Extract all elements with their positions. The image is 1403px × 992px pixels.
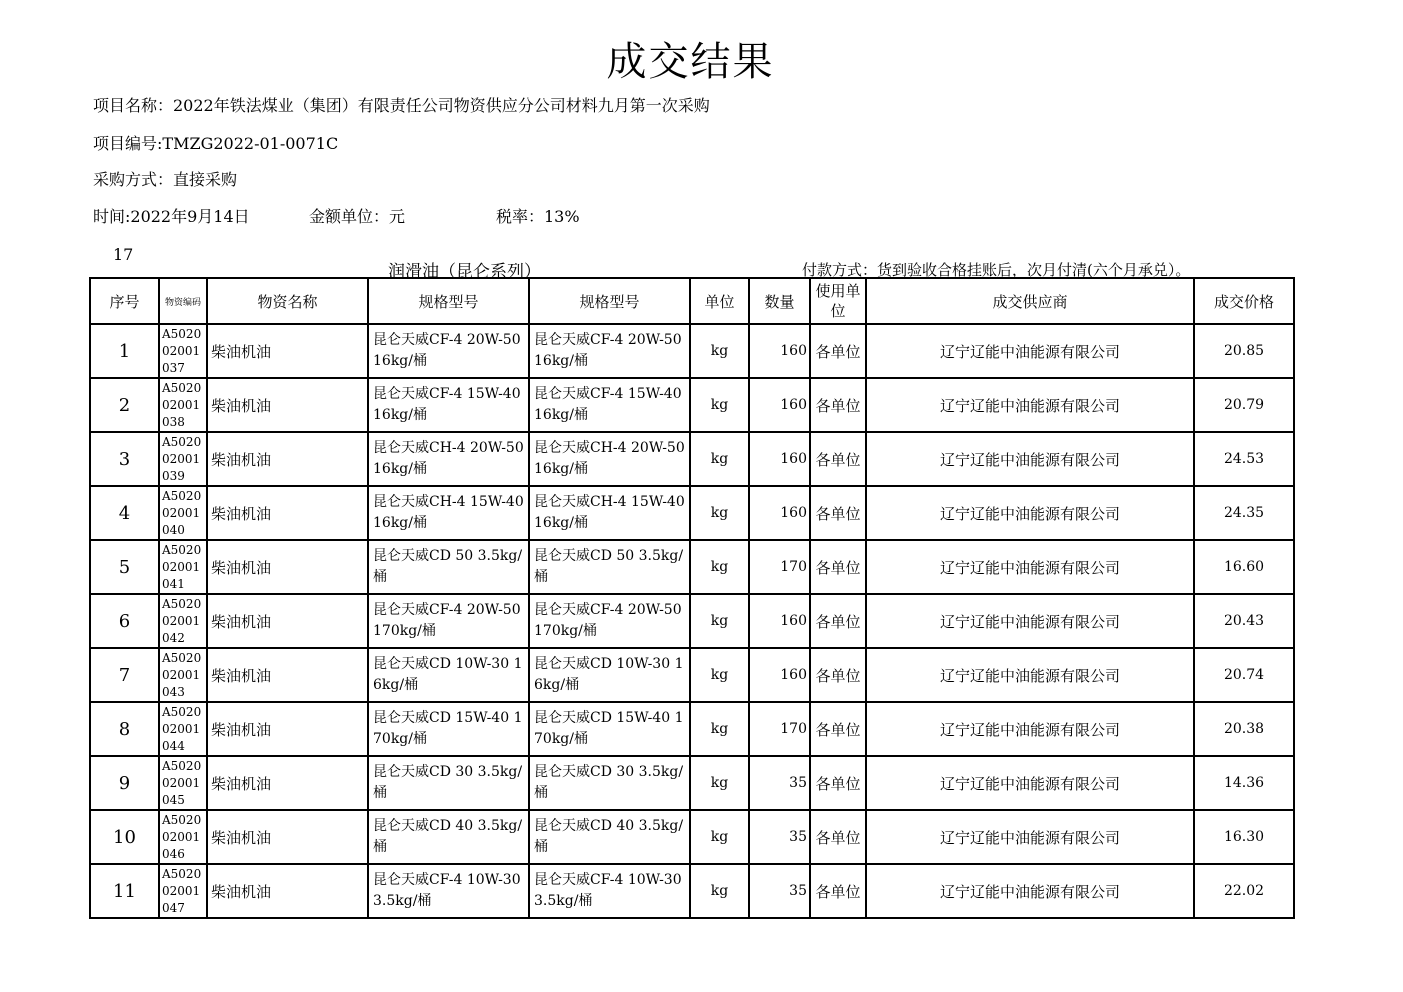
row-code: A502002001047 [159,864,207,918]
row-seq: 10 [90,810,159,864]
row-name: 柴油机油 [207,756,368,810]
row-price: 24.53 [1194,432,1294,486]
table-row [90,378,1294,432]
tax-rate: 税率：13% [496,207,580,226]
row-code: A502002001038 [159,378,207,432]
row-spec2: 昆仑天威CF-4 20W-50 170kg/桶 [529,594,690,648]
row-user: 各单位 [810,648,866,702]
row-code: A502002001039 [159,432,207,486]
row-seq: 7 [90,648,159,702]
row-supplier: 辽宁辽能中油能源有限公司 [866,648,1194,702]
row-code: A502002001046 [159,810,207,864]
header-spec1: 规格型号 [368,278,529,324]
row-spec2: 昆仑天威CF-4 10W-30 3.5kg/桶 [529,864,690,918]
row-seq: 1 [90,324,159,378]
row-name: 柴油机油 [207,648,368,702]
row-code: A502002001042 [159,594,207,648]
row-name: 柴油机油 [207,864,368,918]
row-qty: 35 [749,864,810,918]
row-seq: 11 [90,864,159,918]
currency-unit: 金额单位：元 [309,207,406,226]
row-spec2: 昆仑天威CD 40 3.5kg/桶 [529,810,690,864]
table-header-row [90,278,1294,324]
header-price: 成交价格 [1194,278,1294,324]
row-user: 各单位 [810,432,866,486]
row-supplier: 辽宁辽能中油能源有限公司 [866,756,1194,810]
row-unit: kg [690,378,749,432]
header-seq: 序号 [90,278,159,324]
table-row [90,648,1294,702]
header-user: 使用单位 [810,278,866,324]
row-seq: 5 [90,540,159,594]
row-name: 柴油机油 [207,540,368,594]
row-unit: kg [690,702,749,756]
row-spec2: 昆仑天威CH-4 15W-40 16kg/桶 [529,486,690,540]
row-price: 24.35 [1194,486,1294,540]
project-code: 项目编号:TMZG2022-01-0071C [93,134,339,153]
payment-terms: 付款方式：货到验收合格挂账后，次月付清(六个月承兑）。 [802,261,1191,279]
row-spec1: 昆仑天威CF-4 20W-50 170kg/桶 [368,594,529,648]
row-code: A502002001044 [159,702,207,756]
header-spec2: 规格型号 [529,278,690,324]
row-user: 各单位 [810,324,866,378]
row-price: 16.30 [1194,810,1294,864]
row-price: 16.60 [1194,540,1294,594]
row-unit: kg [690,540,749,594]
row-supplier: 辽宁辽能中油能源有限公司 [866,702,1194,756]
results-table [89,277,1295,919]
row-supplier: 辽宁辽能中油能源有限公司 [866,864,1194,918]
row-user: 各单位 [810,864,866,918]
header-name: 物资名称 [207,278,368,324]
row-price: 20.79 [1194,378,1294,432]
row-spec1: 昆仑天威CD 30 3.5kg/桶 [368,756,529,810]
row-unit: kg [690,756,749,810]
row-user: 各单位 [810,756,866,810]
row-unit: kg [690,864,749,918]
row-unit: kg [690,594,749,648]
row-qty: 160 [749,324,810,378]
row-user: 各单位 [810,378,866,432]
table-row [90,486,1294,540]
row-price: 22.02 [1194,864,1294,918]
row-qty: 170 [749,540,810,594]
row-spec1: 昆仑天威CF-4 20W-50 16kg/桶 [368,324,529,378]
row-seq: 2 [90,378,159,432]
row-spec2: 昆仑天威CD 10W-30 16kg/桶 [529,648,690,702]
row-code: A502002001043 [159,648,207,702]
row-price: 14.36 [1194,756,1294,810]
table-row [90,702,1294,756]
procurement-method: 采购方式：直接采购 [93,170,238,189]
row-spec1: 昆仑天威CF-4 10W-30 3.5kg/桶 [368,864,529,918]
table-row [90,540,1294,594]
row-price: 20.38 [1194,702,1294,756]
row-spec2: 昆仑天威CF-4 15W-40 16kg/桶 [529,378,690,432]
row-qty: 160 [749,594,810,648]
row-spec1: 昆仑天威CD 40 3.5kg/桶 [368,810,529,864]
header-unit: 单位 [690,278,749,324]
row-supplier: 辽宁辽能中油能源有限公司 [866,324,1194,378]
table-row [90,756,1294,810]
sequence-number: 17 [113,245,134,264]
row-qty: 35 [749,756,810,810]
row-code: A502002001045 [159,756,207,810]
row-name: 柴油机油 [207,486,368,540]
row-qty: 170 [749,702,810,756]
row-user: 各单位 [810,540,866,594]
row-qty: 160 [749,486,810,540]
row-spec2: 昆仑天威CF-4 20W-50 16kg/桶 [529,324,690,378]
row-user: 各单位 [810,810,866,864]
row-qty: 160 [749,432,810,486]
row-spec1: 昆仑天威CD 10W-30 16kg/桶 [368,648,529,702]
row-unit: kg [690,648,749,702]
row-user: 各单位 [810,702,866,756]
page-title: 成交结果 [606,39,775,85]
header-supplier: 成交供应商 [866,278,1194,324]
meta-line [93,204,580,227]
row-unit: kg [690,432,749,486]
row-supplier: 辽宁辽能中油能源有限公司 [866,594,1194,648]
table-row [90,864,1294,918]
row-spec1: 昆仑天威CD 15W-40 170kg/桶 [368,702,529,756]
row-qty: 160 [749,648,810,702]
row-name: 柴油机油 [207,810,368,864]
table-row [90,324,1294,378]
category-label: 润滑油（昆仑系列） [388,262,541,282]
row-spec2: 昆仑天威CD 50 3.5kg/桶 [529,540,690,594]
table-row [90,594,1294,648]
header-code: 物资编码 [159,278,207,324]
row-seq: 3 [90,432,159,486]
row-unit: kg [690,810,749,864]
row-spec2: 昆仑天威CH-4 20W-50 16kg/桶 [529,432,690,486]
row-spec1: 昆仑天威CH-4 20W-50 16kg/桶 [368,432,529,486]
row-code: A502002001037 [159,324,207,378]
row-unit: kg [690,486,749,540]
row-qty: 160 [749,378,810,432]
row-code: A502002001041 [159,540,207,594]
row-qty: 35 [749,810,810,864]
row-spec1: 昆仑天威CF-4 15W-40 16kg/桶 [368,378,529,432]
row-seq: 6 [90,594,159,648]
date-label: 时间:2022年9月14日 [93,207,250,226]
row-user: 各单位 [810,594,866,648]
row-supplier: 辽宁辽能中油能源有限公司 [866,432,1194,486]
row-supplier: 辽宁辽能中油能源有限公司 [866,378,1194,432]
header-qty: 数量 [749,278,810,324]
row-seq: 9 [90,756,159,810]
row-spec2: 昆仑天威CD 15W-40 170kg/桶 [529,702,690,756]
row-supplier: 辽宁辽能中油能源有限公司 [866,540,1194,594]
row-supplier: 辽宁辽能中油能源有限公司 [866,810,1194,864]
row-name: 柴油机油 [207,702,368,756]
row-name: 柴油机油 [207,324,368,378]
row-price: 20.74 [1194,648,1294,702]
table-row [90,810,1294,864]
row-code: A502002001040 [159,486,207,540]
row-seq: 4 [90,486,159,540]
row-spec1: 昆仑天威CH-4 15W-40 16kg/桶 [368,486,529,540]
row-name: 柴油机油 [207,432,368,486]
row-supplier: 辽宁辽能中油能源有限公司 [866,486,1194,540]
row-name: 柴油机油 [207,594,368,648]
table-row [90,432,1294,486]
row-unit: kg [690,324,749,378]
row-seq: 8 [90,702,159,756]
row-price: 20.85 [1194,324,1294,378]
row-spec1: 昆仑天威CD 50 3.5kg/桶 [368,540,529,594]
row-price: 20.43 [1194,594,1294,648]
project-name: 项目名称：2022年铁法煤业（集团）有限责任公司物资供应分公司材料九月第一次采购 [93,96,710,115]
row-name: 柴油机油 [207,378,368,432]
row-user: 各单位 [810,486,866,540]
row-spec2: 昆仑天威CD 30 3.5kg/桶 [529,756,690,810]
